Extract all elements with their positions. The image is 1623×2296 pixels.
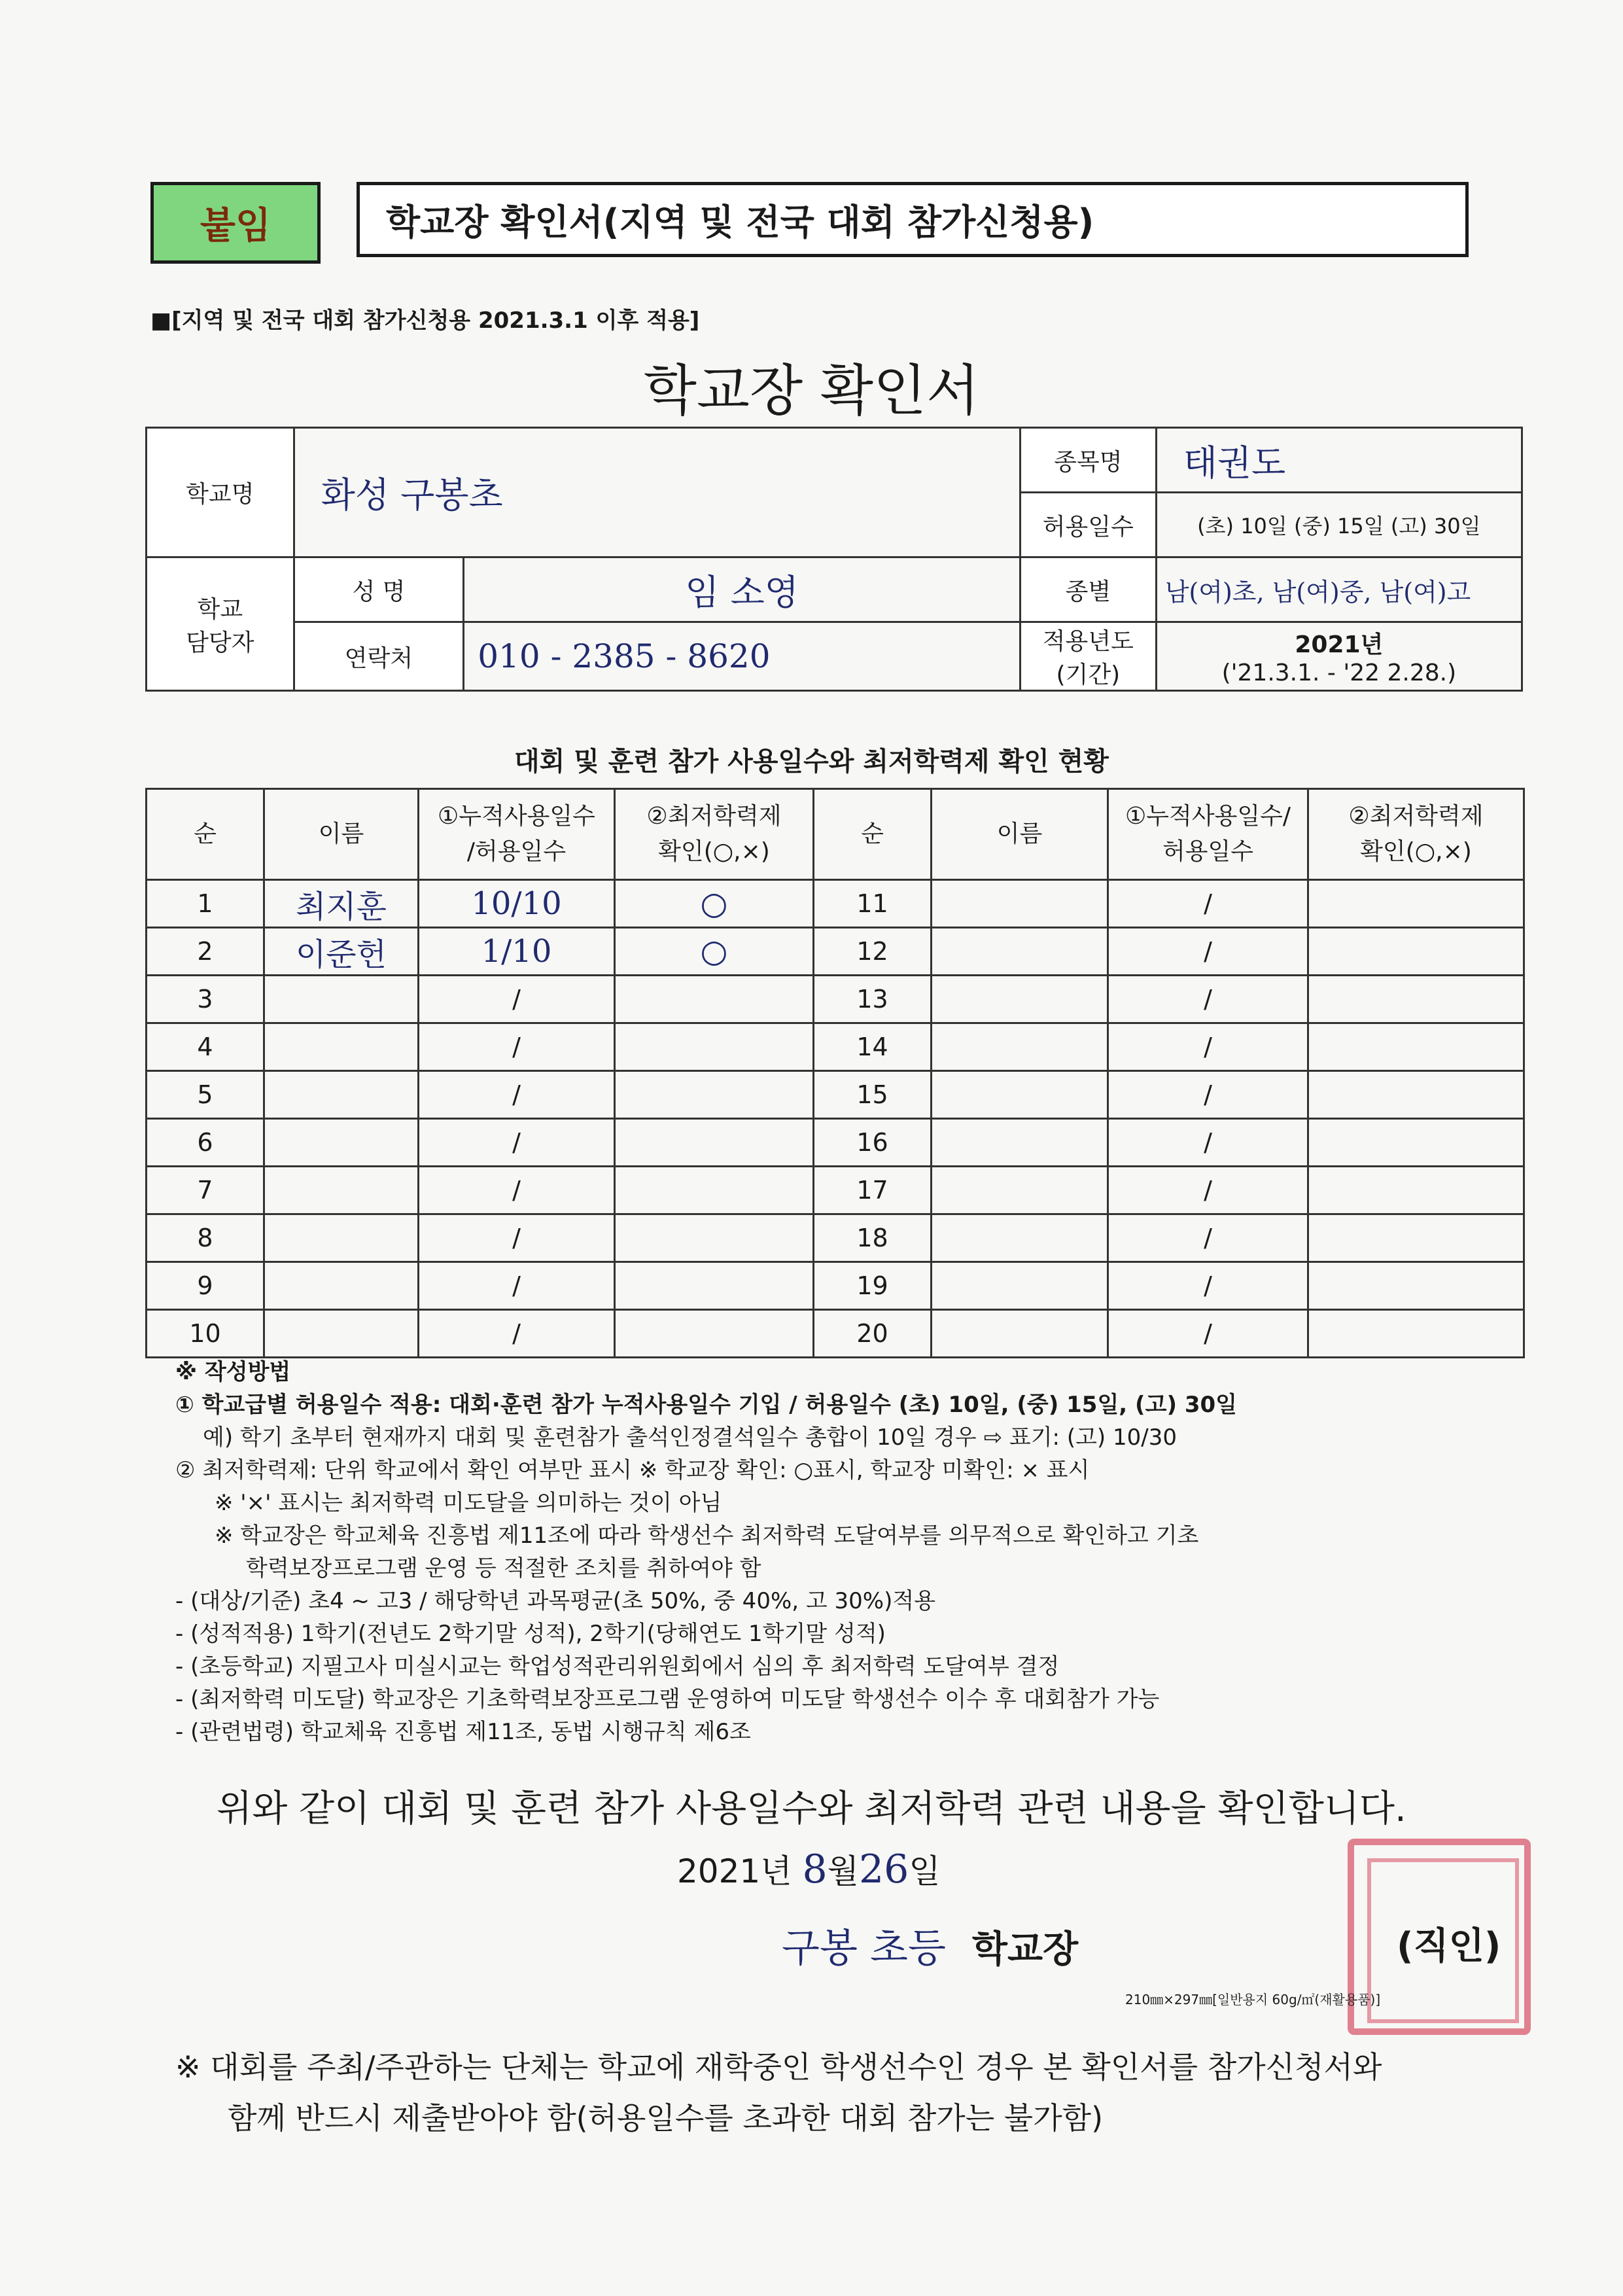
table-row (147, 1262, 1524, 1310)
row-number-right: 15 (814, 1071, 932, 1119)
days-cell-left: / (419, 1071, 615, 1119)
days-cell-right: / (1108, 1167, 1308, 1214)
row-number-left: 7 (147, 1167, 264, 1214)
date-year: 2021년 (677, 1852, 792, 1890)
student-name-right (932, 1023, 1108, 1071)
header-name-left: 이름 (264, 789, 419, 880)
min-check-left (615, 1023, 814, 1071)
student-name-right (932, 1071, 1108, 1119)
row-number-left: 3 (147, 976, 264, 1023)
days-cell-right: / (1108, 928, 1308, 976)
principal-signature (782, 1917, 1078, 1973)
header-min-left-1: ②최저학력제 (646, 803, 782, 830)
name-value: 임 소영 (464, 557, 1021, 622)
days-cell-right: / (1108, 1119, 1308, 1167)
row-number-left: 9 (147, 1262, 264, 1310)
contact-label: 연락처 (294, 622, 464, 691)
table-row (147, 1310, 1524, 1358)
seal-label: (직인) (1397, 1925, 1501, 1968)
days-cell-right: / (1108, 1071, 1308, 1119)
instruction-line: - (관련법령) 학교체육 진흥법 제11조, 동법 시행규칙 제6조 (175, 1719, 751, 1745)
table-header-row (147, 789, 1524, 880)
min-check-left: ○ (615, 880, 814, 928)
days-cell-left: 1/10 (419, 928, 615, 976)
row-number-right: 16 (814, 1119, 932, 1167)
days-cell-left: / (419, 1023, 615, 1071)
student-name-right (932, 1310, 1108, 1358)
header-days-left-1: ①누적사용일수 (438, 803, 595, 830)
usage-table (145, 788, 1525, 1358)
student-name-left (264, 1023, 419, 1071)
student-name-right (932, 928, 1108, 976)
principal-title: 학교장 (971, 1928, 1079, 1971)
row-number-right: 13 (814, 976, 932, 1023)
min-check-left (615, 1310, 814, 1358)
year-label-line2: (기간) (1056, 662, 1121, 688)
row-number-right: 18 (814, 1214, 932, 1262)
row-number-left: 6 (147, 1119, 264, 1167)
table-body (147, 880, 1524, 1358)
category-label: 종별 (1020, 557, 1156, 622)
days-cell-left: / (419, 1214, 615, 1262)
student-name-left (264, 1262, 419, 1310)
contact-value: 010 - 2385 - 8620 (464, 622, 1021, 691)
student-name-left (264, 1119, 419, 1167)
days-cell-right: / (1108, 976, 1308, 1023)
min-check-right (1308, 1023, 1524, 1071)
days-label: 허용일수 (1020, 493, 1156, 557)
instruction-line: 예) 학기 초부터 현재까지 대회 및 훈련참가 출석인정결석일수 총합이 10일 경우 ⇨ 표기: (고) 10/30 (203, 1424, 1177, 1451)
table-row (147, 1119, 1524, 1167)
min-check-left (615, 1167, 814, 1214)
min-check-right (1308, 1214, 1524, 1262)
student-name-left (264, 1071, 419, 1119)
attachment-label: 붙임 (150, 182, 321, 264)
days-cell-left: / (419, 1310, 615, 1358)
header-min-left-2: 확인(○,×) (658, 838, 770, 865)
days-cell-left: / (419, 1167, 615, 1214)
header-days-left-2: /허용일수 (466, 838, 567, 865)
row-number-left: 5 (147, 1071, 264, 1119)
manager-label-line1: 학교 (197, 595, 243, 623)
row-number-left: 10 (147, 1310, 264, 1358)
days-cell-right: / (1108, 1262, 1308, 1310)
school-label: 학교명 (147, 428, 294, 557)
footnote-line1: ※ 대회를 주최/주관하는 단체는 학교에 재학중인 학생선수인 경우 본 확인서를 참가신청서와 (175, 2049, 1382, 2085)
row-number-left: 1 (147, 880, 264, 928)
date-day: 26 (858, 1846, 909, 1892)
student-name-right (932, 1214, 1108, 1262)
row-number-left: 2 (147, 928, 264, 976)
main-title: 학교장 확인서 (643, 359, 980, 423)
student-name-left: 이준헌 (264, 928, 419, 976)
school-value: 화성 구봉초 (294, 428, 1020, 557)
row-number-right: 14 (814, 1023, 932, 1071)
days-cell-left: 10/10 (419, 880, 615, 928)
row-number-right: 20 (814, 1310, 932, 1358)
student-name-right (932, 976, 1108, 1023)
min-check-right (1308, 976, 1524, 1023)
student-name-right (932, 1262, 1108, 1310)
header-name-right: 이름 (932, 789, 1108, 880)
applicability-note: ■[지역 및 전국 대회 참가신청용 2021.3.1 이후 적용] (150, 308, 700, 334)
header-seq-right: 순 (814, 789, 932, 880)
days-cell-right: / (1108, 1214, 1308, 1262)
min-check-left (615, 1214, 814, 1262)
min-check-right (1308, 1119, 1524, 1167)
row-number-left: 8 (147, 1214, 264, 1262)
min-check-right (1308, 1071, 1524, 1119)
instructions-heading: ※ 작성방법 (175, 1359, 291, 1385)
header-days-right (1108, 789, 1308, 880)
header-min-right-1: ②최저학력제 (1348, 803, 1484, 830)
date-month: 8 (802, 1846, 828, 1892)
name-label: 성 명 (294, 557, 464, 622)
date-month-suffix: 월 (827, 1852, 859, 1890)
min-check-right (1308, 1167, 1524, 1214)
student-name-left: 최지훈 (264, 880, 419, 928)
instructions (175, 1356, 1536, 1748)
header-min-right-2: 확인(○,×) (1360, 838, 1472, 865)
year-value (1156, 622, 1522, 691)
category-value: 남(여)초, 남(여)중, 남(여)고 (1156, 557, 1522, 622)
instruction-line: ※ '×' 표시는 최저학력 미도달을 의미하는 것이 아님 (215, 1490, 722, 1516)
confirmation-statement: 위와 같이 대회 및 훈련 참가 사용일수와 최저학력 관련 내용을 확인합니다. (217, 1788, 1406, 1830)
header-days-right-2: 허용일수 (1162, 838, 1254, 865)
instruction-line: - (대상/기준) 초4 ~ 고3 / 해당학년 과목평균(초 50%, 중 40%, 고 30%)적용 (175, 1588, 936, 1614)
table-row (147, 1023, 1524, 1071)
signature-date (677, 1845, 941, 1892)
min-check-right (1308, 880, 1524, 928)
table-row (147, 928, 1524, 976)
student-name-left (264, 1214, 419, 1262)
student-name-left (264, 1167, 419, 1214)
table-row (147, 976, 1524, 1023)
year-value-line2: ('21.3.1. - '22 2.28.) (1221, 660, 1457, 686)
days-cell-left: / (419, 1262, 615, 1310)
manager-label-line2: 담당자 (186, 629, 254, 656)
header-min-left (615, 789, 814, 880)
date-day-suffix: 일 (909, 1852, 941, 1890)
info-table (145, 427, 1523, 692)
min-check-left: ○ (615, 928, 814, 976)
table-row (147, 1214, 1524, 1262)
min-check-left (615, 976, 814, 1023)
document-title-box: 학교장 확인서(지역 및 전국 대회 참가신청용) (357, 182, 1469, 257)
days-cell-left: / (419, 1119, 615, 1167)
row-number-right: 17 (814, 1167, 932, 1214)
student-name-left (264, 1310, 419, 1358)
min-check-left (615, 1071, 814, 1119)
instruction-line: - (초등학교) 지필고사 미실시교는 학업성적관리위원회에서 심의 후 최저학력 도달여부 결정 (175, 1653, 1060, 1680)
row-number-right: 11 (814, 880, 932, 928)
days-cell-right: / (1108, 1023, 1308, 1071)
days-value: (초) 10일 (중) 15일 (고) 30일 (1156, 493, 1522, 557)
student-name-right (932, 1167, 1108, 1214)
event-label: 종목명 (1020, 428, 1156, 493)
event-value: 태권도 (1156, 428, 1522, 493)
section-title: 대회 및 훈련 참가 사용일수와 최저학력제 확인 현황 (514, 747, 1109, 777)
student-name-right (932, 880, 1108, 928)
instruction-line: ① 학교급별 허용일수 적용: 대회·훈련 참가 누적사용일수 기입 / 허용일수 (초) 10일, (중) 15일, (고) 30일 (175, 1392, 1237, 1418)
paper-spec: 210㎜×297㎜[일반용지 60g/㎡(재활용품)] (1125, 1992, 1381, 2007)
instruction-line: ② 최저학력제: 단위 학교에서 확인 여부만 표시 ※ 학교장 확인: ○표시, 학교장 미확인: × 표시 (175, 1457, 1090, 1483)
row-number-left: 4 (147, 1023, 264, 1071)
row-number-right: 12 (814, 928, 932, 976)
days-cell-left: / (419, 976, 615, 1023)
table-row (147, 1071, 1524, 1119)
student-name-right (932, 1119, 1108, 1167)
table-row (147, 880, 1524, 928)
min-check-left (615, 1119, 814, 1167)
year-label-line1: 적용년도 (1042, 628, 1134, 655)
instruction-line: 학력보장프로그램 운영 등 적절한 조치를 취하여야 함 (246, 1555, 761, 1581)
school-handwritten: 구봉 초등 (782, 1926, 946, 1971)
year-label (1020, 622, 1156, 691)
row-number-right: 19 (814, 1262, 932, 1310)
header-days-left (419, 789, 615, 880)
footnote (175, 2041, 1382, 2144)
header-seq-left: 순 (147, 789, 264, 880)
student-name-left (264, 976, 419, 1023)
header-min-right (1308, 789, 1524, 880)
instruction-line: - (최저학력 미도달) 학교장은 기초학력보장프로그램 운영하여 미도달 학생선수 이수 후 대회참가 가능 (175, 1686, 1160, 1712)
min-check-left (615, 1262, 814, 1310)
days-cell-right: / (1108, 1310, 1308, 1358)
days-cell-right: / (1108, 880, 1308, 928)
instruction-line: ※ 학교장은 학교체육 진흥법 제11조에 따라 학생선수 최저학력 도달여부를 의무적으로 확인하고 기초 (215, 1523, 1199, 1549)
header-days-right-1: ①누적사용일수/ (1125, 803, 1291, 830)
manager-label (147, 557, 294, 691)
min-check-right (1308, 1310, 1524, 1358)
year-value-line1: 2021년 (1295, 631, 1384, 658)
min-check-right (1308, 1262, 1524, 1310)
table-row (147, 1167, 1524, 1214)
footnote-line2: 함께 반드시 제출받아야 함(허용일수를 초과한 대회 참가는 불가함) (228, 2100, 1104, 2136)
min-check-right (1308, 928, 1524, 976)
instruction-line: - (성적적용) 1학기(전년도 2학기말 성적), 2학기(당해연도 1학기말 성적) (175, 1621, 886, 1647)
